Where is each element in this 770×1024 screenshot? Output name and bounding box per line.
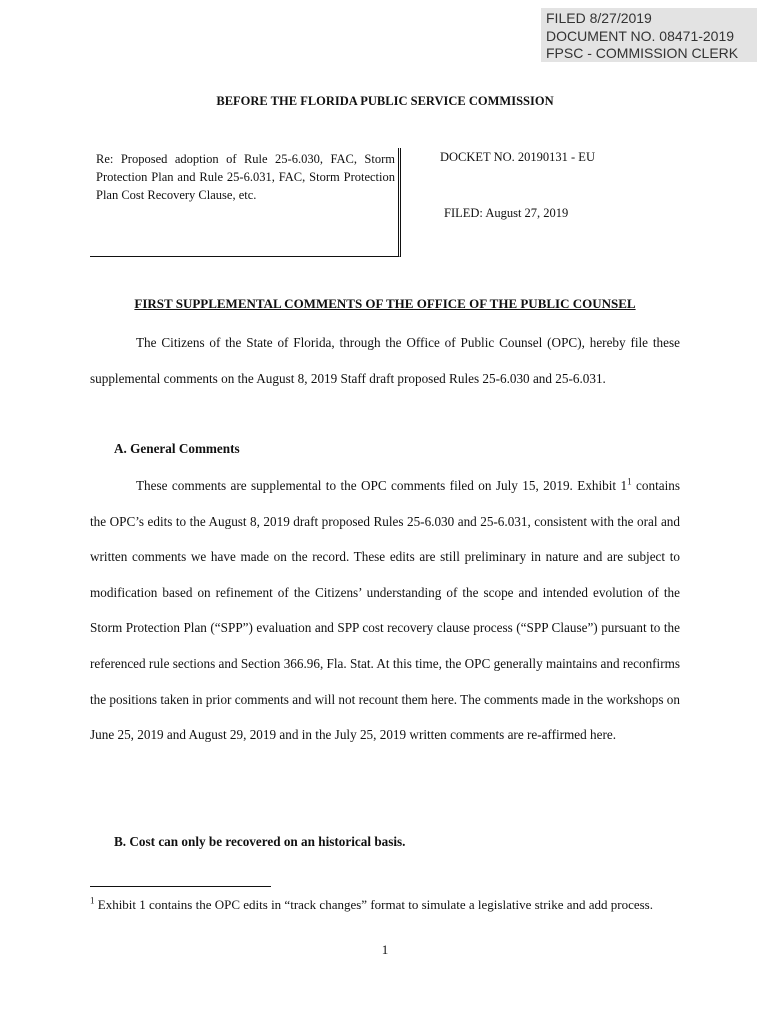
page-number: 1 — [381, 942, 389, 957]
footnote-text: Exhibit 1 contains the OPC edits in “track changes” format to simulate a legislative strike and add process. — [94, 897, 653, 912]
section-b-heading: B. Cost can only be recovered on an historical basis. — [114, 834, 406, 849]
footnote-divider — [90, 886, 271, 887]
filing-stamp — [541, 8, 757, 62]
caption-box — [90, 148, 401, 257]
general-lead-text: These comments are supplemental to the OPC comments filed on July 15, 2019. Exhibit 1 — [136, 478, 628, 493]
stamp-document-number: DOCUMENT NO. 08471-2019 — [546, 27, 735, 44]
footnote-marker: 1 — [90, 895, 95, 906]
stamp-clerk: FPSC - COMMISSION CLERK — [546, 45, 739, 61]
intro-paragraph: The Citizens of the State of Florida, through the Office of Public Counsel (OPC), hereby file these supplemental comments on the August 8, 2019 Staff draft proposed Rules 25-6.030 and 25-6.031. — [90, 335, 680, 386]
footnote — [90, 896, 680, 914]
general-rest-text: contains the OPC’s edits to the August 8, 2019 draft proposed Rules 25-6.030 and 25-6.031, consistent with the oral and written comments we have made on the record. These edits are still preliminary in nature and are subject to modification based on refinement of the Citizens’ understanding of the scope and intended evolution of the Storm Protection Plan (“SPP”) evaluation and SPP cost recovery clause process (“SPP Clause”) pursuant to the referenced rule sections and Section 366.96, Fla. Stat. At this time, the OPC generally maintains and reconfirms the positions taken in prior comments and will not recount them here. The comments made in the workshops on June 25, 2019 and August 29, 2019 and in the July 25, 2019 written comments are re-affirmed here. — [90, 478, 680, 743]
stamp-filed-date: FILED 8/27/2019 — [546, 10, 652, 26]
footnote-reference: 1 — [627, 476, 632, 487]
commission-heading: BEFORE THE FLORIDA PUBLIC SERVICE COMMISSION — [216, 94, 554, 108]
caption-re-text: Re: Proposed adoption of Rule 25-6.030, FAC, Storm Protection Plan and Rule 25-6.031, FAC, Storm Protection Plan Cost Recovery Clause, etc. — [96, 152, 395, 202]
document-title: FIRST SUPPLEMENTAL COMMENTS OF THE OFFICE OF THE PUBLIC COUNSEL — [134, 296, 636, 311]
docket-number: DOCKET NO. 20190131 - EU — [440, 150, 595, 164]
general-comments-paragraph — [90, 468, 680, 753]
filed-date: FILED: August 27, 2019 — [444, 206, 569, 220]
section-a-heading: A. General Comments — [114, 441, 240, 456]
